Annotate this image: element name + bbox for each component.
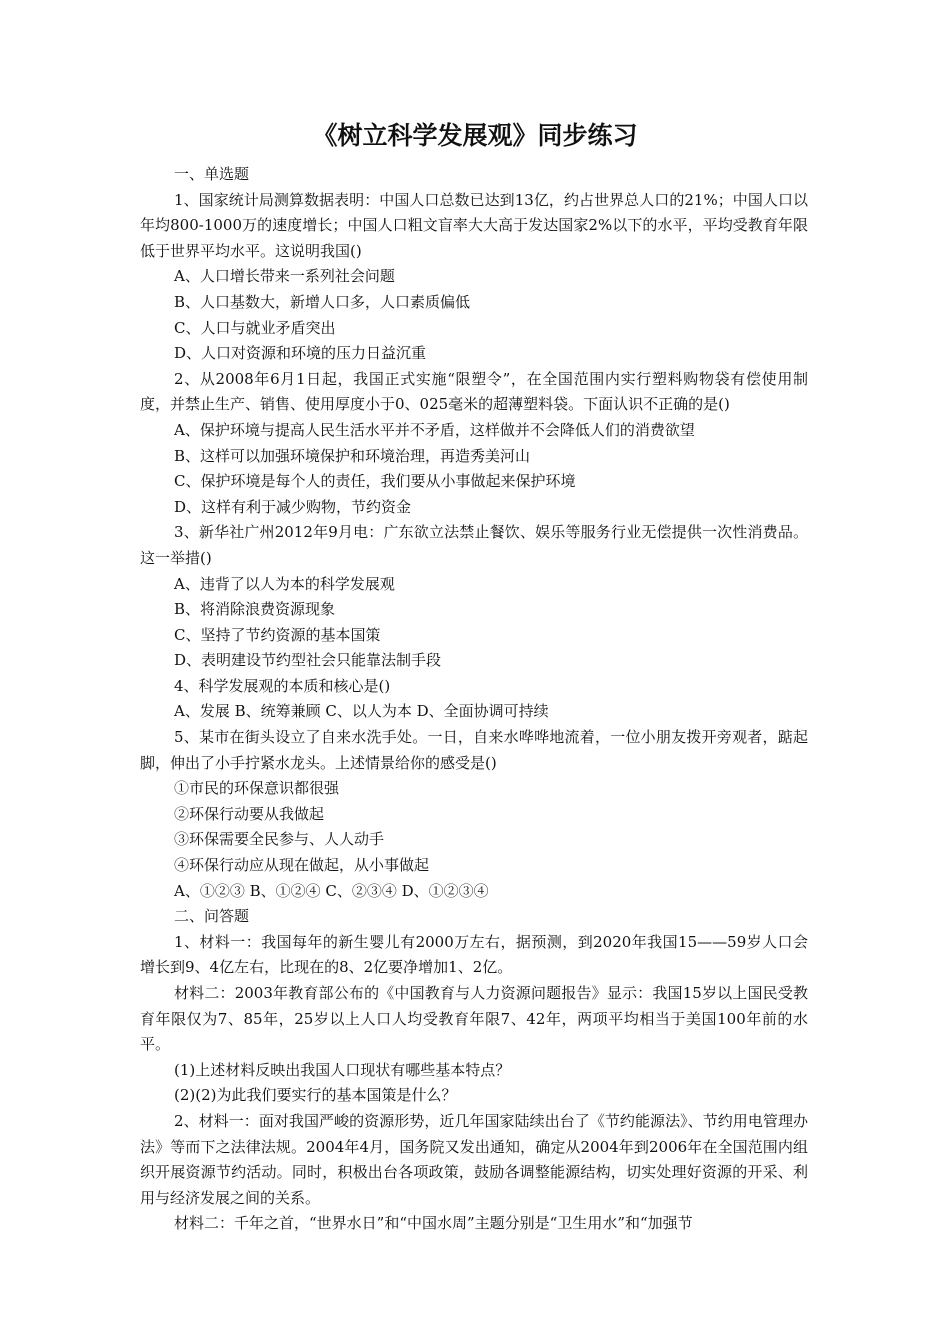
question-1-stem: 1、国家统计局测算数据表明：中国人口总数已达到13亿，约占世界总人口的21%；中国人口以年均800-1000万的速度增长；中国人口粗文盲率大大高于发达国家2%以下的水平，平均受教育年限低于世界平均水平。这说明我国(): [140, 190, 808, 260]
question-3-stem: 3、新华社广州2012年9月电：广东欲立法禁止餐饮、娱乐等服务行业无偿提供一次性消费品。这一举措(): [140, 523, 808, 567]
question-1-option-a: A、人口增长带来一系列社会问题: [174, 267, 395, 286]
question-4-options: A、发展 B、统筹兼顾 C、以人为本 D、全面协调可持续: [174, 702, 549, 721]
question-4-stem: 4、科学发展观的本质和核心是(): [174, 676, 391, 695]
question-2-option-b: B、这样可以加强环境保护和环境治理，再造秀美河山: [174, 446, 531, 465]
question-5-statement-4: ④环保行动应从现在做起，从小事做起: [174, 856, 430, 875]
question-1-option-d: D、人口对资源和环境的压力日益沉重: [174, 344, 427, 363]
question-3-option-c: C、坚持了节约资源的基本国策: [174, 625, 381, 644]
question-5-statement-2: ②环保行动要从我做起: [174, 804, 325, 823]
document-body: [140, 162, 808, 1237]
question-2-option-a: A、保护环境与提高人民生活水平并不矛盾，这样做并不会降低人们的消费欲望: [174, 420, 695, 439]
question-5-options: A、①②③ B、①②④ C、②③④ D、①②③④: [174, 881, 489, 900]
essay-1-question-1: (1)上述材料反映出我国人口现状有哪些基本特点？: [174, 1060, 511, 1079]
question-1-option-b: B、人口基数大，新增人口多，人口素质偏低: [174, 292, 471, 311]
question-2-option-d: D、这样有利于减少购物，节约资金: [174, 497, 412, 516]
page-title: 《树立科学发展观》同步练习: [312, 121, 638, 150]
section-heading-single-choice: 一、单选题: [174, 165, 250, 183]
essay-2-material-1: 2、材料一：面对我国严峻的资源形势，近几年国家陆续出台了《节约能源法》、节约用电管理办法》等而下之法律法规。2004年4月，国务院又发出通知，确定从2004年到2006年在全国范围内组织开展资源节约活动。同时，积极出台各项政策，鼓励各调整能源结构，切实处理好资源的开采、利用与经济发展之间的关系。: [140, 1111, 808, 1207]
question-5-statement-3: ③环保需要全民参与、人人动手: [174, 830, 385, 849]
essay-1-material-1: 1、材料一：我国每年的新生婴儿有2000万左右，据预测，到2020年我国15——59岁人口会增长到9、4亿左右，比现在的8、2亿要净增加1、2亿。: [140, 932, 808, 977]
question-2-option-c: C、保护环境是每个人的责任，我们要从小事做起来保护环境: [174, 472, 576, 491]
question-5-statement-1: ①市民的环保意识都很强: [174, 779, 340, 798]
question-2-stem: 2、从2008年6月1日起，我国正式实施“限塑令”，在全国范围内实行塑料购物袋有偿使用制度，并禁止生产、销售、使用厚度小于0、025毫米的超薄塑料袋。下面认识不正确的是(): [140, 369, 808, 414]
essay-2-material-2: 材料二：千年之首，“世界水日”和“中国水周”主题分别是“卫生用水”和“加强节: [174, 1214, 693, 1233]
essay-1-material-2: 材料二：2003年教育部公布的《中国教育与人力资源问题报告》显示：我国15岁以上国民受教育年限仅为7、85年，25岁以上人口人均受教育年限7、42年，两项平均相当于美国100年前的水平。: [140, 984, 808, 1054]
section-heading-short-answer: 二、问答题: [174, 907, 250, 926]
essay-1-question-2: (2)(2)为此我们要实行的基本国策是什么？: [174, 1086, 457, 1105]
question-5-stem: 5、某市在街头设立了自来水洗手处。一日，自来水哗哗地流着，一位小朋友拨开旁观者，踮起脚，伸出了小手拧紧水龙头。上述情景给你的感受是(): [140, 728, 808, 772]
question-3-option-b: B、将消除浪费资源现象: [174, 600, 336, 619]
question-3-option-a: A、违背了以人为本的科学发展观: [174, 574, 395, 593]
question-1-option-c: C、人口与就业矛盾突出: [174, 318, 336, 337]
question-3-option-d: D、表明建设节约型社会只能靠法制手段: [174, 651, 442, 670]
